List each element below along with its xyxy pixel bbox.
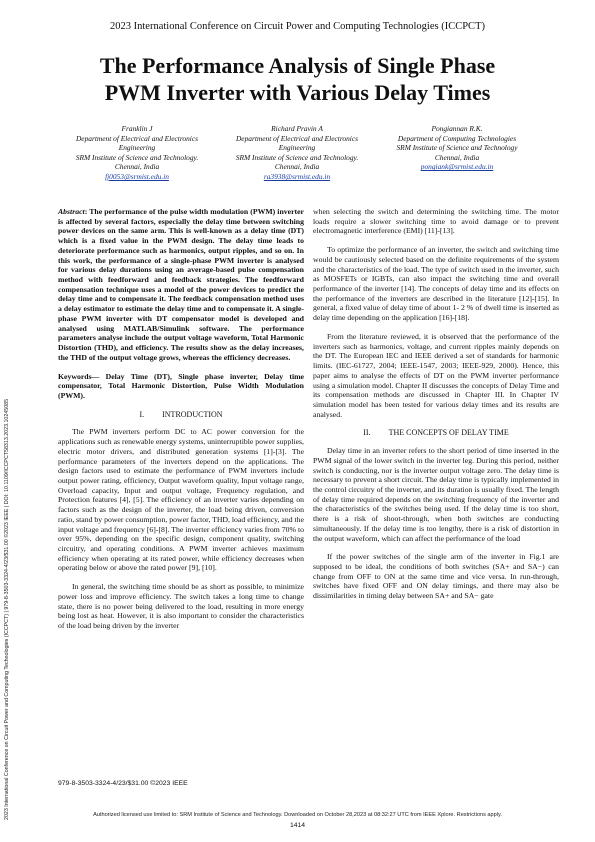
paper-title: [60, 52, 535, 106]
author-name: Richard Pravin A: [271, 124, 323, 133]
author-department: Department of Electrical and Electronics: [235, 133, 359, 143]
title-line-1: The Performance Analysis of Single Phase: [99, 53, 496, 78]
body-paragraph: when selecting the switch and determining the switching time. The motor loads require a slower switching time to avoid damage or to prevent electromagnetic interference (EMI) [11]-[13].: [313, 207, 559, 236]
author-department: Department of Electrical and Electronics: [75, 133, 199, 143]
section-title: INTRODUCTION: [162, 409, 223, 419]
section-number: II.: [363, 428, 371, 438]
license-footer: Authorized licensed use limited to: SRM Institute of Science and Technology. Downloaded on October 28,2023 at 08:32:27 UTC from IEEE Xplore. Restrictions apply.: [93, 812, 502, 818]
body-paragraph: If the power switches of the single arm of the inverter in Fig.1 are supposed to be ideal, the conditions of both switches (SA+ and SA−) can change from OFF to ON at the same time and vice versa. In run-through, switches have fixed OFF and ON delay timings, and there may also be dissimilarities in timing delay between SA+ and SA− gate: [313, 552, 559, 601]
author-name: Franklin J: [121, 124, 153, 133]
author-location: Chennai, India: [274, 162, 320, 172]
author-department-2: SRM Institute of Science and Technology: [396, 143, 518, 153]
body-paragraph: In general, the switching time should be as short as possible, to minimize power loss and improve efficiency. The switch takes a long time to change state, there is no power being delivered to the load, resulting in more energy being lost as heat. However, it is also important to consider the characteristics of the load being driven by the inverter: [58, 582, 304, 631]
right-column: [313, 207, 559, 610]
section-heading-introduction: [58, 410, 304, 420]
abstract-text: : The performance of the pulse width modulation (PWM) inverter is affected by several factors, especially the delay time between switching power devices on the same arm. This is well-known as a delay time (DT) which is a fixed value in the PWM design. The delay time leads to deteriorate performance such as harmonics, output ripples, and so on. In this work, the performance of a single-phase PWM inverter is analysed for various delay durations using an average-based pulse compensation method with feedforward and feedback strategies. The feedforward compensation technique uses a model of the power devices to predict the delay time and to compensate it. The feedback compensation method uses a delay estimator to estimate the delay time and to compensate it. A single-phase PWM inverter with DT compensator model is developed and analysed using MATLAB/Simulink software. The performance parameters analyse include the output voltage waveform, Total Harmonic Distortion (THD), and efficiency. The results show as the delay increases, the THD of the output voltage grows, whereas the efficiency decreases.: [58, 207, 304, 362]
body-paragraph: Delay time in an inverter refers to the short period of time inserted in the PWM signal of the lower switch in the inverter leg. During this period, neither switch is conducting, nor is the inverter output voltage zero. The delay time is necessary to prevent a short circuit. The delay time is typically implemented in the control circuitry of the inverter, and its duration is usually fixed. The length of delay time required depends on the switching frequency of the inverter and the characteristics of the switches being used. If the delay time is too short, there is a risk of shoot-through, when both switches are conducting simultaneously. If the delay time is too lengthy, there is a risk of distortion in the output waveform, which can affect the performance of the load: [313, 446, 559, 543]
keywords: Keywords— Delay Time (DT), Single phase inverter, Delay time compensator, Total Harmonic Distortion, Pulse Width Modulation (PWM).: [58, 371, 304, 400]
conference-header: 2023 International Conference on Circuit Power and Computing Technologies (ICCPCT): [110, 21, 485, 32]
body-paragraph: From the literature reviewed, it is observed that the performance of the inverters such as harmonics, voltage, and current ripples mainly depends on the DT. The European IEC and IEEE derived a set of standards for harmonic limits. (IEC-61727, 2004; IEEE-1547, 2003; IEEE-929, 2000). Hence, this paper aims to analyse the effects of DT on the PWM inverter performance using a simulation model. Chapter II discusses the concepts of Delay Time and its compensation methods are discussed in Chapter III. In Chapter IV simulation model has been tested for various delay times and its results are analysed.: [313, 331, 559, 419]
author-email-link[interactable]: ra3938@srmist.edu.in: [263, 171, 331, 181]
author-email-link[interactable]: pongiank@srmist.edu.in: [420, 162, 494, 172]
page-number: 1414: [289, 822, 306, 829]
author-institute: SRM Institute of Science and Technology.: [235, 152, 359, 162]
body-paragraph: The PWM inverters perform DC to AC power conversion for the applications such as renewable energy systems, uninterruptible power supplies, electric motor drivers, and distributed generation systems [1]-[3]. The performance parameters of the inverters depend on the applications. The design factors used to estimate the performance of PWM inverters include output power rating, efficiency, Output waveform quality, Input voltage range, Overload capacity, Input and output voltage, Frequency regulation, and Protection features [4], [5]. The efficiency of an inverter varies depending on factors such as the design of the inverter, the load being driven, conversion ratio, stand by power consumption, power factor, THD, load efficiency, and the input voltage and frequency [6]-[8]. The inverter efficiency varies from 70% to over 95%, depending on the specific design, component quality, switching circuitry, and operating conditions. A PWM inverter achieves maximum efficiency when operating at its rated power, while efficiency decreases when operating below or above the rated power [9], [10].: [58, 427, 304, 573]
author-department-2: Engineering: [118, 143, 156, 153]
section-title: THE CONCEPTS OF DELAY TIME: [388, 428, 509, 438]
body-paragraph: To optimize the performance of an inverter, the switch and switching time would be cautiously selected based on the definite requirements of the system and the characteristics of the load. The type of switch used in the inverter, such as MOSFETs or IGBTs, can also impact the switching time and overall performance of the inverter [14]. The concepts of delay time and its effects on the performance of the inverters are described in the literature [12]-[15]. In general, a fixed value of delay time of about 1- 2 % of dwell time is inserted as delay time depending on the application [16]-[18].: [313, 245, 559, 323]
author-department-2: Engineering: [278, 143, 316, 153]
left-column: [58, 207, 304, 640]
author-block: [57, 124, 537, 182]
section-heading-delay-time: [313, 428, 559, 438]
author-name: Pongiannan R.K.: [431, 124, 483, 133]
author-email-link[interactable]: fj0053@srmist.edu.in: [105, 171, 169, 181]
abstract-label: Abstract: [58, 207, 85, 216]
title-line-2: PWM Inverter with Various Delay Times: [104, 80, 491, 105]
author-3: [377, 124, 537, 182]
author-department: Department of Computing Technologies: [397, 133, 517, 143]
author-location: Chennai, India: [114, 162, 160, 172]
author-location: Chennai, India: [434, 152, 480, 162]
section-number: I.: [139, 409, 145, 419]
copyright-notice: 979-8-3503-3324-4/23/$31.00 ©2023 IEEE: [58, 780, 188, 787]
author-institute: SRM Institute of Science and Technology.: [75, 152, 199, 162]
abstract: [58, 207, 304, 363]
author-1: [57, 124, 217, 182]
side-margin-citation: 2023 International Conference on Circuit Power and Computing Technologies (ICCPCT) | 979-8-3503-3324-4/23/$31.00 ©2023 IEEE | DOI: 10.1109/ICCPCT58313.2023.10245085: [4, 398, 10, 820]
author-2: [217, 124, 377, 182]
